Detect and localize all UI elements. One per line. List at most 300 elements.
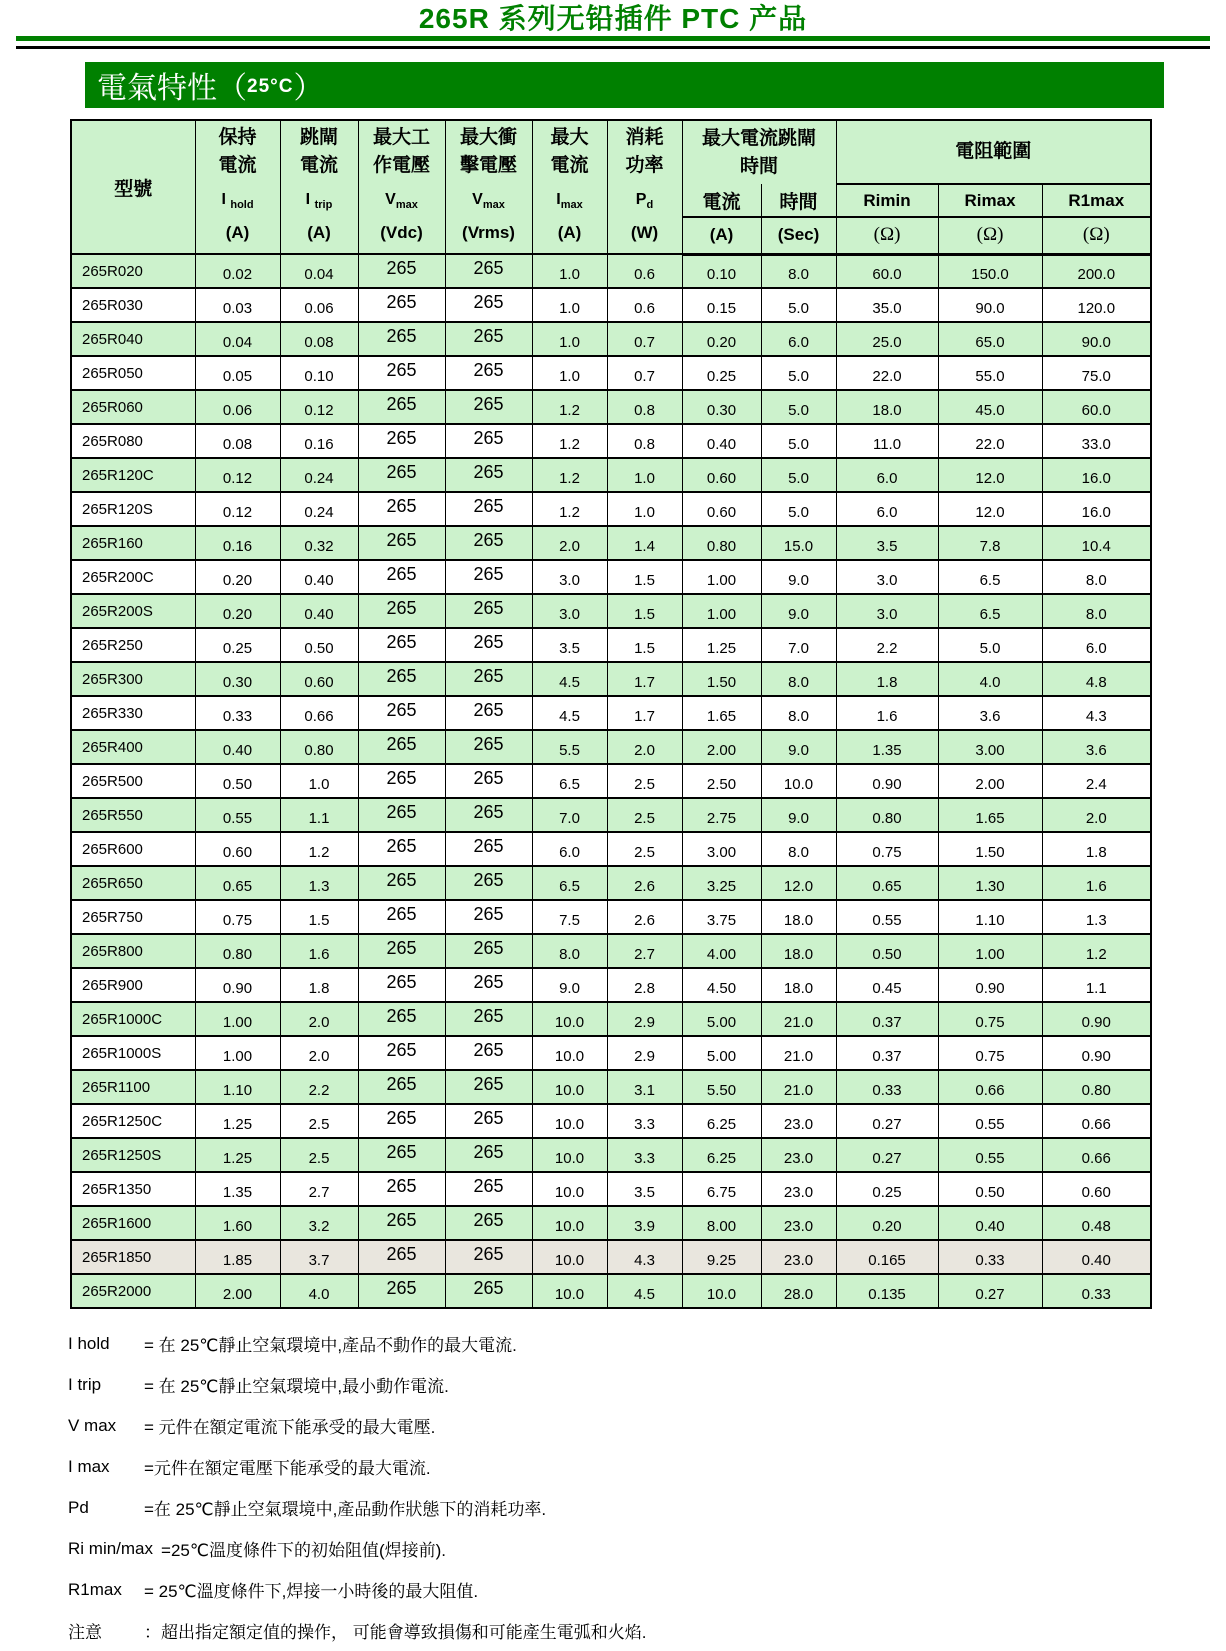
cell-trip-current: 1.00	[682, 594, 761, 628]
cell-rimin: 18.0	[836, 390, 938, 424]
cell-trip-time: 9.0	[761, 594, 836, 628]
cell-vmax-dc: 265	[358, 458, 445, 492]
title-underline-black	[16, 46, 1210, 49]
footnote-definition: =元件在額定電壓下能承受的最大電流.	[144, 1459, 431, 1478]
cell-vmax-dc: 265	[358, 288, 445, 322]
table-row	[71, 968, 1151, 1002]
cell-trip-current: 2.00	[682, 730, 761, 764]
cell-rimax: 3.00	[938, 730, 1042, 764]
cell-rimin: 2.2	[836, 628, 938, 662]
cell-pd: 2.5	[607, 798, 682, 832]
cell-r1max: 0.40	[1042, 1240, 1151, 1274]
cell-trip-current: 3.00	[682, 832, 761, 866]
cell-model: 265R400	[71, 730, 195, 764]
cell-vmax-dc: 265	[358, 594, 445, 628]
cell-trip-current: 10.0	[682, 1274, 761, 1308]
cell-rimax: 0.75	[938, 1002, 1042, 1036]
cell-pd: 0.6	[607, 254, 682, 288]
footnote-definition: =25℃溫度條件下的初始阻值(焊接前).	[161, 1541, 446, 1560]
footnote-term: R1max	[68, 1579, 122, 1599]
cell-r1max: 1.1	[1042, 968, 1151, 1002]
cell-r1max: 0.90	[1042, 1036, 1151, 1070]
cell-vmax-rms: 265	[445, 322, 532, 356]
cell-trip-time: 7.0	[761, 628, 836, 662]
cell-rimin: 25.0	[836, 322, 938, 356]
cell-model: 265R300	[71, 662, 195, 696]
table-row	[71, 560, 1151, 594]
cell-trip-time: 28.0	[761, 1274, 836, 1308]
footnote-line	[68, 1569, 1226, 1610]
cell-trip-current: 0.60	[682, 492, 761, 526]
cell-vmax-dc: 265	[358, 628, 445, 662]
cell-vmax-rms: 265	[445, 968, 532, 1002]
cell-itrip: 3.7	[280, 1240, 358, 1274]
cell-ihold: 0.80	[195, 934, 280, 968]
cell-imax: 9.0	[532, 968, 607, 1002]
footnote-term: I max	[68, 1456, 110, 1476]
cell-model: 265R030	[71, 288, 195, 322]
cell-trip-time: 23.0	[761, 1172, 836, 1206]
cell-rimax: 7.8	[938, 526, 1042, 560]
cell-rimin: 0.27	[836, 1104, 938, 1138]
cell-imax: 10.0	[532, 1104, 607, 1138]
cell-r1max: 16.0	[1042, 492, 1151, 526]
unit-trip-current: (A)	[682, 217, 761, 254]
cell-rimax: 0.40	[938, 1206, 1042, 1240]
cell-r1max: 200.0	[1042, 254, 1151, 288]
header-pd: 消耗 功率 $P_d$ (W)	[607, 120, 682, 254]
cell-ihold: 0.75	[195, 900, 280, 934]
cell-model: 265R1350	[71, 1172, 195, 1206]
cell-pd: 1.5	[607, 594, 682, 628]
cell-ihold: 0.03	[195, 288, 280, 322]
cell-model: 265R120S	[71, 492, 195, 526]
cell-rimin: 0.90	[836, 764, 938, 798]
section-title: 電氣特性	[97, 72, 217, 105]
cell-trip-current: 3.25	[682, 866, 761, 900]
cell-vmax-dc: 265	[358, 798, 445, 832]
cell-rimax: 1.50	[938, 832, 1042, 866]
footnote-term: Ri min/max	[68, 1538, 154, 1558]
footnote-definition: = 在 25℃靜止空氣環境中,最小動作電流.	[144, 1377, 449, 1396]
cell-pd: 1.7	[607, 696, 682, 730]
cell-vmax-dc: 265	[358, 1274, 445, 1308]
cell-model: 265R800	[71, 934, 195, 968]
cell-ihold: 1.00	[195, 1002, 280, 1036]
cell-vmax-rms: 265	[445, 1206, 532, 1240]
cell-model: 265R020	[71, 254, 195, 288]
cell-rimax: 0.27	[938, 1274, 1042, 1308]
header-trip-current: 電流	[682, 184, 761, 217]
cell-imax: 10.0	[532, 1036, 607, 1070]
cell-vmax-dc: 265	[358, 1206, 445, 1240]
cell-rimax: 4.0	[938, 662, 1042, 696]
cell-model: 265R330	[71, 696, 195, 730]
cell-itrip: 3.2	[280, 1206, 358, 1240]
cell-r1max: 0.33	[1042, 1274, 1151, 1308]
cell-itrip: 4.0	[280, 1274, 358, 1308]
cell-vmax-rms: 265	[445, 1172, 532, 1206]
table-row	[71, 594, 1151, 628]
cell-r1max: 1.2	[1042, 934, 1151, 968]
cell-vmax-rms: 265	[445, 424, 532, 458]
cell-vmax-rms: 265	[445, 764, 532, 798]
header-model: 型號	[71, 120, 195, 254]
footnote-line	[68, 1364, 1226, 1405]
cell-vmax-rms: 265	[445, 934, 532, 968]
cell-ihold: 0.50	[195, 764, 280, 798]
cell-vmax-dc: 265	[358, 696, 445, 730]
cell-vmax-rms: 265	[445, 730, 532, 764]
cell-itrip: 0.32	[280, 526, 358, 560]
cell-rimax: 3.6	[938, 696, 1042, 730]
footnote-line	[68, 1528, 1226, 1569]
cell-rimin: 0.37	[836, 1002, 938, 1036]
cell-rimin: 0.33	[836, 1070, 938, 1104]
cell-vmax-dc: 265	[358, 356, 445, 390]
cell-pd: 0.7	[607, 356, 682, 390]
cell-itrip: 0.24	[280, 458, 358, 492]
cell-model: 265R160	[71, 526, 195, 560]
cell-trip-current: 1.65	[682, 696, 761, 730]
cell-ihold: 0.20	[195, 560, 280, 594]
cell-r1max: 0.80	[1042, 1070, 1151, 1104]
cell-rimin: 6.0	[836, 492, 938, 526]
table-row	[71, 526, 1151, 560]
cell-pd: 4.5	[607, 1274, 682, 1308]
cell-r1max: 16.0	[1042, 458, 1151, 492]
cell-rimin: 22.0	[836, 356, 938, 390]
cell-r1max: 1.6	[1042, 866, 1151, 900]
cell-model: 265R600	[71, 832, 195, 866]
cell-rimax: 6.5	[938, 560, 1042, 594]
cell-rimin: 0.135	[836, 1274, 938, 1308]
cell-ihold: 0.12	[195, 492, 280, 526]
table-row	[71, 832, 1151, 866]
cell-rimin: 0.50	[836, 934, 938, 968]
cell-rimax: 6.5	[938, 594, 1042, 628]
cell-itrip: 2.0	[280, 1036, 358, 1070]
cell-itrip: 2.5	[280, 1104, 358, 1138]
cell-rimax: 0.33	[938, 1240, 1042, 1274]
cell-r1max: 8.0	[1042, 594, 1151, 628]
cell-imax: 10.0	[532, 1206, 607, 1240]
footnote-term: 注意	[68, 1623, 102, 1642]
data-table	[70, 119, 1152, 1309]
cell-pd: 2.6	[607, 900, 682, 934]
cell-imax: 10.0	[532, 1240, 607, 1274]
header-group-trip-time: 最大電流跳閘 時間	[682, 120, 836, 184]
footnote-line	[68, 1610, 1226, 1651]
cell-rimax: 0.55	[938, 1138, 1042, 1172]
cell-rimin: 1.8	[836, 662, 938, 696]
cell-vmax-dc: 265	[358, 560, 445, 594]
footnote-line	[68, 1323, 1226, 1364]
cell-imax: 1.2	[532, 424, 607, 458]
cell-r1max: 1.3	[1042, 900, 1151, 934]
cell-pd: 3.5	[607, 1172, 682, 1206]
cell-pd: 0.7	[607, 322, 682, 356]
cell-trip-time: 8.0	[761, 696, 836, 730]
cell-trip-current: 6.75	[682, 1172, 761, 1206]
cell-ihold: 1.35	[195, 1172, 280, 1206]
cell-r1max: 33.0	[1042, 424, 1151, 458]
cell-pd: 2.6	[607, 866, 682, 900]
cell-trip-time: 8.0	[761, 832, 836, 866]
cell-itrip: 0.24	[280, 492, 358, 526]
cell-rimin: 1.6	[836, 696, 938, 730]
cell-rimin: 3.5	[836, 526, 938, 560]
table-row	[71, 934, 1151, 968]
cell-ihold: 0.65	[195, 866, 280, 900]
cell-vmax-dc: 265	[358, 1172, 445, 1206]
cell-imax: 1.0	[532, 356, 607, 390]
cell-ihold: 2.00	[195, 1274, 280, 1308]
cell-model: 265R060	[71, 390, 195, 424]
cell-ihold: 1.00	[195, 1036, 280, 1070]
cell-trip-time: 23.0	[761, 1240, 836, 1274]
cell-vmax-rms: 265	[445, 832, 532, 866]
cell-vmax-rms: 265	[445, 492, 532, 526]
cell-vmax-dc: 265	[358, 526, 445, 560]
unit-r1max: (Ω)	[1042, 217, 1151, 254]
cell-ihold: 0.04	[195, 322, 280, 356]
cell-vmax-dc: 265	[358, 662, 445, 696]
cell-itrip: 0.16	[280, 424, 358, 458]
cell-vmax-rms: 265	[445, 390, 532, 424]
cell-model: 265R1250C	[71, 1104, 195, 1138]
table-row	[71, 458, 1151, 492]
cell-imax: 3.0	[532, 560, 607, 594]
cell-itrip: 0.60	[280, 662, 358, 696]
cell-trip-current: 4.50	[682, 968, 761, 1002]
section-banner	[85, 62, 1164, 108]
cell-imax: 6.0	[532, 832, 607, 866]
cell-trip-time: 6.0	[761, 322, 836, 356]
cell-trip-time: 21.0	[761, 1036, 836, 1070]
cell-trip-current: 0.10	[682, 254, 761, 288]
cell-vmax-dc: 265	[358, 968, 445, 1002]
cell-trip-current: 5.00	[682, 1036, 761, 1070]
footnote-definition: = 在 25℃靜止空氣環境中,產品不動作的最大電流.	[144, 1336, 517, 1355]
cell-vmax-dc: 265	[358, 1002, 445, 1036]
cell-itrip: 0.06	[280, 288, 358, 322]
cell-model: 265R120C	[71, 458, 195, 492]
header-rimax: Rimax	[938, 184, 1042, 217]
cell-ihold: 1.25	[195, 1104, 280, 1138]
footnote-definition: = 元件在額定電流下能承受的最大電壓.	[144, 1418, 436, 1437]
cell-vmax-dc: 265	[358, 764, 445, 798]
cell-imax: 10.0	[532, 1002, 607, 1036]
cell-rimin: 1.35	[836, 730, 938, 764]
cell-rimax: 90.0	[938, 288, 1042, 322]
header-rimin: Rimin	[836, 184, 938, 217]
cell-pd: 0.6	[607, 288, 682, 322]
cell-vmax-rms: 265	[445, 1240, 532, 1274]
cell-rimin: 0.37	[836, 1036, 938, 1070]
cell-imax: 1.2	[532, 458, 607, 492]
cell-trip-time: 23.0	[761, 1206, 836, 1240]
cell-r1max: 1.8	[1042, 832, 1151, 866]
cell-trip-time: 21.0	[761, 1002, 836, 1036]
cell-trip-time: 5.0	[761, 492, 836, 526]
header-ihold: 保持 電流 I $_{hold}$ (A)	[195, 120, 280, 254]
cell-ihold: 0.33	[195, 696, 280, 730]
cell-r1max: 8.0	[1042, 560, 1151, 594]
cell-ihold: 0.40	[195, 730, 280, 764]
cell-trip-time: 5.0	[761, 424, 836, 458]
cell-vmax-dc: 265	[358, 1070, 445, 1104]
cell-itrip: 1.5	[280, 900, 358, 934]
cell-trip-time: 5.0	[761, 390, 836, 424]
paren-close: ）	[293, 72, 324, 105]
cell-model: 265R080	[71, 424, 195, 458]
cell-imax: 5.5	[532, 730, 607, 764]
table-row	[71, 1274, 1151, 1308]
cell-trip-time: 8.0	[761, 254, 836, 288]
cell-vmax-dc: 265	[358, 832, 445, 866]
cell-r1max: 60.0	[1042, 390, 1151, 424]
cell-trip-current: 0.40	[682, 424, 761, 458]
cell-vmax-rms: 265	[445, 628, 532, 662]
cell-vmax-rms: 265	[445, 662, 532, 696]
cell-ihold: 1.10	[195, 1070, 280, 1104]
cell-rimax: 55.0	[938, 356, 1042, 390]
cell-vmax-dc: 265	[358, 1138, 445, 1172]
cell-itrip: 1.1	[280, 798, 358, 832]
cell-itrip: 2.5	[280, 1138, 358, 1172]
cell-imax: 1.2	[532, 390, 607, 424]
table-row	[71, 900, 1151, 934]
cell-rimin: 0.165	[836, 1240, 938, 1274]
cell-rimin: 0.20	[836, 1206, 938, 1240]
header-imax: 最大 電流 $I_{max}$ (A)	[532, 120, 607, 254]
cell-trip-current: 1.00	[682, 560, 761, 594]
cell-trip-current: 6.25	[682, 1104, 761, 1138]
table-row	[71, 764, 1151, 798]
table-row	[71, 662, 1151, 696]
cell-vmax-rms: 265	[445, 1104, 532, 1138]
cell-imax: 7.0	[532, 798, 607, 832]
footnote-term: Pd	[68, 1497, 89, 1517]
cell-imax: 4.5	[532, 662, 607, 696]
table-row	[71, 356, 1151, 390]
cell-itrip: 1.3	[280, 866, 358, 900]
cell-ihold: 0.02	[195, 254, 280, 288]
cell-itrip: 0.80	[280, 730, 358, 764]
cell-ihold: 0.16	[195, 526, 280, 560]
footnote-definition: ：超出指定額定值的操作， 可能會導致損傷和可能產生電弧和火焰.	[144, 1623, 647, 1642]
cell-r1max: 6.0	[1042, 628, 1151, 662]
cell-vmax-rms: 265	[445, 594, 532, 628]
cell-rimax: 45.0	[938, 390, 1042, 424]
cell-trip-time: 5.0	[761, 356, 836, 390]
cell-trip-current: 2.75	[682, 798, 761, 832]
cell-model: 265R900	[71, 968, 195, 1002]
table-row	[71, 288, 1151, 322]
cell-trip-time: 21.0	[761, 1070, 836, 1104]
cell-itrip: 0.40	[280, 594, 358, 628]
cell-pd: 2.5	[607, 764, 682, 798]
cell-vmax-dc: 265	[358, 730, 445, 764]
cell-rimax: 1.00	[938, 934, 1042, 968]
table-row	[71, 866, 1151, 900]
cell-vmax-rms: 265	[445, 356, 532, 390]
cell-pd: 2.8	[607, 968, 682, 1002]
cell-trip-time: 23.0	[761, 1104, 836, 1138]
cell-vmax-rms: 265	[445, 526, 532, 560]
cell-imax: 8.0	[532, 934, 607, 968]
cell-imax: 3.5	[532, 628, 607, 662]
cell-r1max: 0.60	[1042, 1172, 1151, 1206]
table-row	[71, 492, 1151, 526]
table-row	[71, 1002, 1151, 1036]
cell-pd: 2.9	[607, 1002, 682, 1036]
cell-rimin: 0.55	[836, 900, 938, 934]
cell-itrip: 1.2	[280, 832, 358, 866]
cell-r1max: 0.66	[1042, 1104, 1151, 1138]
cell-model: 265R1250S	[71, 1138, 195, 1172]
cell-rimax: 0.55	[938, 1104, 1042, 1138]
cell-rimax: 1.10	[938, 900, 1042, 934]
cell-itrip: 0.50	[280, 628, 358, 662]
cell-r1max: 4.3	[1042, 696, 1151, 730]
cell-trip-current: 0.60	[682, 458, 761, 492]
cell-pd: 1.7	[607, 662, 682, 696]
cell-trip-time: 9.0	[761, 798, 836, 832]
cell-vmax-rms: 265	[445, 1036, 532, 1070]
cell-r1max: 2.4	[1042, 764, 1151, 798]
cell-itrip: 2.7	[280, 1172, 358, 1206]
cell-vmax-rms: 265	[445, 696, 532, 730]
cell-model: 265R1000S	[71, 1036, 195, 1070]
cell-imax: 10.0	[532, 1274, 607, 1308]
cell-rimax: 0.90	[938, 968, 1042, 1002]
cell-vmax-dc: 265	[358, 934, 445, 968]
cell-vmax-rms: 265	[445, 560, 532, 594]
cell-ihold: 0.06	[195, 390, 280, 424]
cell-pd: 4.3	[607, 1240, 682, 1274]
cell-vmax-dc: 265	[358, 322, 445, 356]
footnote-line	[68, 1446, 1226, 1487]
cell-ihold: 0.25	[195, 628, 280, 662]
cell-itrip: 0.12	[280, 390, 358, 424]
cell-pd: 1.5	[607, 628, 682, 662]
cell-ihold: 1.25	[195, 1138, 280, 1172]
table-body	[71, 254, 1151, 1308]
paren-open: （	[217, 72, 247, 105]
electrical-characteristics-table	[70, 119, 1226, 1309]
cell-rimax: 1.65	[938, 798, 1042, 832]
cell-model: 265R1850	[71, 1240, 195, 1274]
cell-r1max: 0.66	[1042, 1138, 1151, 1172]
cell-imax: 1.0	[532, 322, 607, 356]
cell-vmax-rms: 265	[445, 1070, 532, 1104]
cell-pd: 3.3	[607, 1138, 682, 1172]
cell-rimax: 0.66	[938, 1070, 1042, 1104]
cell-pd: 1.0	[607, 458, 682, 492]
cell-trip-current: 6.25	[682, 1138, 761, 1172]
cell-vmax-rms: 265	[445, 798, 532, 832]
cell-r1max: 10.4	[1042, 526, 1151, 560]
cell-imax: 1.2	[532, 492, 607, 526]
cell-vmax-rms: 265	[445, 900, 532, 934]
cell-r1max: 90.0	[1042, 322, 1151, 356]
cell-imax: 7.5	[532, 900, 607, 934]
cell-rimax: 2.00	[938, 764, 1042, 798]
cell-rimax: 0.75	[938, 1036, 1042, 1070]
cell-itrip: 0.66	[280, 696, 358, 730]
